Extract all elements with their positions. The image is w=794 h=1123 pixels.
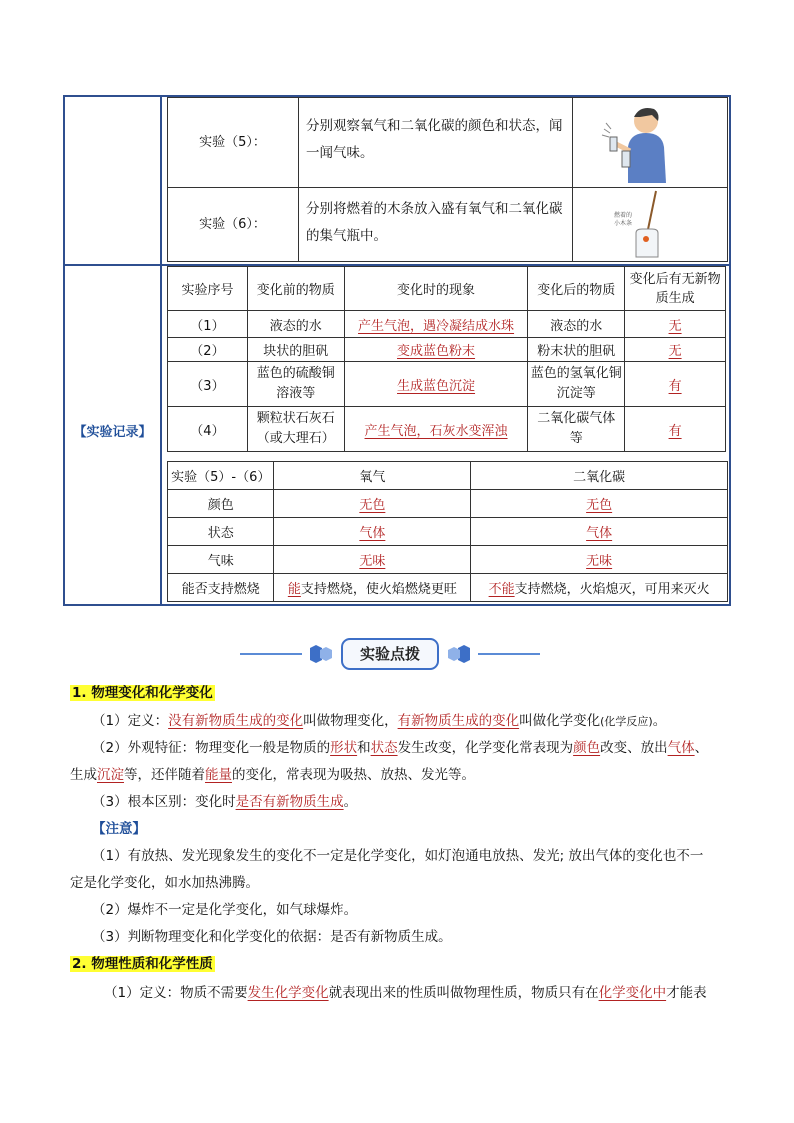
- phenomenon-text: 生成蓝色沉淀: [397, 378, 476, 394]
- record-label: 【实验记录】: [73, 425, 152, 440]
- table-row: 气味 无味 无味: [168, 546, 728, 574]
- answer-text: 有: [668, 378, 682, 394]
- t2-header-exp: 实验（5）-（6）: [168, 462, 274, 490]
- paragraph-difference: （3）根本区别：变化时是否有新物质生成。: [92, 794, 358, 810]
- note-heading: 【注意】: [92, 821, 146, 837]
- paragraph-features: （2）外观特征：物理变化一般是物质的形状和状态发生改变，化学变化常表现为颜色改变、放出气体、: [92, 740, 709, 756]
- table-row: （4） 颗粒状石灰石（或大理石） 产生气泡，石灰水变浑浊 二氧化碳气体等 有: [168, 407, 726, 452]
- paragraph-definition: （1）定义：没有新物质生成的变化叫做物理变化，有新物质生成的变化叫做化学变化(化学反应)。: [92, 713, 667, 729]
- note-1-line-2: 定是化学变化，如水加热沸腾。: [70, 875, 259, 891]
- paragraph-features-cont: 生成沉淀等，还伴随着能量的变化，常表现为吸热、放热、发光等。: [70, 767, 475, 783]
- t2-header-co2: 二氧化碳: [471, 462, 728, 490]
- phenomenon-text: 产生气泡，遇冷凝结成水珠: [358, 318, 515, 334]
- answer-text: 有: [668, 423, 682, 439]
- table-row: 颜色 无色 无色: [168, 490, 728, 518]
- note-1-line-1: （1）有放热、发光现象发生的变化不一定是化学变化，如灯泡通电放热、发光; 放出气体的变化也不一: [92, 848, 704, 864]
- answer-text: 无: [668, 318, 682, 334]
- col-header-phenomenon: 变化时的现象: [344, 267, 528, 311]
- record-table-2: [167, 461, 728, 602]
- experiment-6-label: 实验（6）：: [199, 216, 266, 232]
- frame-column-divider: [160, 95, 162, 606]
- table-row: （2） 块状的胆矾 变成蓝色粉末 粉末状的胆矾 无: [168, 338, 726, 362]
- banner-title: 实验点拨: [359, 645, 420, 663]
- svg-text:燃着的: 燃着的: [614, 212, 633, 219]
- table-row: 状态 气体 气体: [168, 518, 728, 546]
- note-2: （2）爆炸不一定是化学变化，如气球爆炸。: [92, 902, 358, 918]
- svg-text:小木条: 小木条: [614, 220, 633, 227]
- paragraph-property-definition: （1）定义：物质不需要发生化学变化就表现出来的性质叫做物理性质，物质只有在化学变化中才能表: [104, 985, 707, 1001]
- record-table-1: [167, 266, 726, 452]
- col-header-seq: 实验序号: [168, 267, 248, 311]
- answer-text: 无: [668, 344, 682, 359]
- col-header-new-substance: 变化后有无新物质生成: [625, 267, 726, 311]
- experiment-5-label: 实验（5）：: [199, 134, 266, 150]
- col-header-before: 变化前的物质: [247, 267, 344, 311]
- person-smelling-illustration: [600, 99, 686, 185]
- phenomenon-text: 变成蓝色粉末: [397, 344, 476, 359]
- t2-header-oxygen: 氧气: [274, 462, 471, 490]
- section-1-title: 1. 物理变化和化学变化: [72, 685, 213, 701]
- note-3: （3）判断物理变化和化学变化的依据：是否有新物质生成。: [92, 929, 452, 945]
- table-row: （3） 蓝色的硫酸铜溶液等 生成蓝色沉淀 蓝色的氢氧化铜沉淀等 有: [168, 362, 726, 407]
- table-row: （1） 液态的水 产生气泡，遇冷凝结成水珠 液态的水 无: [168, 311, 726, 338]
- section-2-title: 2. 物理性质和化学性质: [72, 956, 213, 972]
- experiment-6-description: 分别将燃着的木条放入盛有氧气和二氧化碳的集气瓶中。: [306, 201, 563, 244]
- burning-stick-jar-illustration: [612, 189, 672, 261]
- col-header-after: 变化后的物质: [528, 267, 625, 311]
- table-row: 能否支持燃烧 能支持燃烧，使火焰燃烧更旺 不能支持燃烧，火焰熄灭，可用来灭火: [168, 574, 728, 602]
- phenomenon-text: 产生气泡，石灰水变浑浊: [364, 423, 508, 439]
- experiment-5-description: 分别观察氧气和二氧化碳的颜色和状态，闻一闻气味。: [306, 118, 563, 161]
